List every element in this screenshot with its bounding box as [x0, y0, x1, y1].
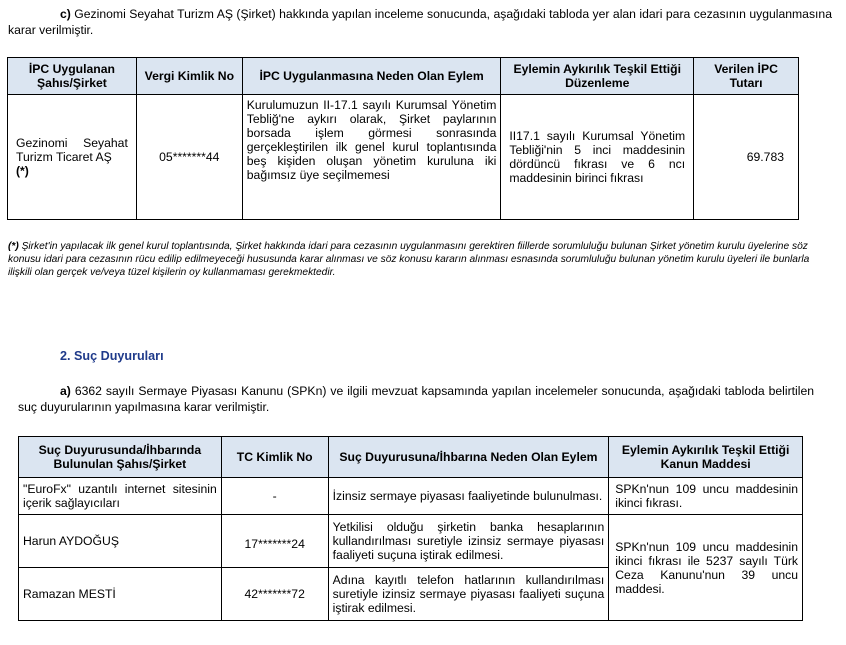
penalty-regulation: II17.1 sayılı Kurumsal Yönetim Tebliği'nin 5 inci maddesinin dördüncü fıkrası ve 6 ncı maddesinin birinci fıkrası	[501, 95, 694, 220]
penalty-table	[7, 57, 799, 220]
complaint-id: -	[221, 478, 328, 515]
section1-intro-label: c)	[60, 7, 71, 21]
complaint-id: 42*******72	[221, 568, 328, 621]
section1-intro	[8, 6, 832, 38]
section1-intro-text: Gezinomi Seyahat Turizm AŞ (Şirket) hakkında yapılan inceleme sonucunda, aşağıdaki tabloda yer alan idari para cezasının uygulanmasına karar verilmiştir.	[8, 7, 832, 37]
penalty-entity-cell	[8, 95, 137, 220]
complaint-action: Yetkilisi olduğu şirketin banka hesaplarının kullandırılması suretiyle izinsiz sermaye piyasası faaliyeti suçuna iştirak edilmesi.	[328, 515, 609, 568]
section2-intro	[18, 383, 814, 415]
complaint-header-entity: Suç Duyurusunda/İhbarında Bulunulan Şahıs/Şirket	[19, 437, 222, 478]
complaint-header-action: Suç Duyurusuna/İhbarına Neden Olan Eylem	[328, 437, 609, 478]
penalty-amount: 69.783	[694, 95, 799, 220]
penalty-header-amount: Verilen İPC Tutarı	[694, 58, 799, 95]
complaint-id: 17*******24	[221, 515, 328, 568]
complaint-table-header-row	[19, 437, 803, 478]
complaint-entity: Harun AYDOĞUŞ	[19, 515, 222, 568]
penalty-action: Kurulumuzun II-17.1 sayılı Kurumsal Yönetim Tebliğ'ne aykırı olarak, Şirket paylarının borsada işlem görmesi sonrasında gerçekleştirilen ilk genel kurul toplantısında beş kişiden oluşan yönetim kuruluna iki bağımsız üye seçilmemesi	[242, 95, 501, 220]
table-row	[8, 95, 799, 220]
table-row	[19, 478, 803, 515]
penalty-tax-id: 05*******44	[136, 95, 242, 220]
complaint-law: SPKn'nun 109 uncu maddesinin ikinci fıkrası ile 5237 sayılı Türk Ceza Kanunu'nun 39 uncu maddesi.	[609, 515, 803, 621]
complaint-header-law: Eylemin Aykırılık Teşkil Ettiği Kanun Maddesi	[609, 437, 803, 478]
footnote-text: Şirket'in yapılacak ilk genel kurul toplantısında, Şirket hakkında idari para cezasının uygulanmasını gerektiren fiillerde sorumluluğu bulunan Şirket yönetim kurulu üyelerine söz konusu idari para cezasının rücu edilip edilmeyeceği hususunda karar alınması ve söz konusu kararın alınması esnasında sorumluluğu bulunan yönetim kurulu üyeleri ile bunlarla ilişkili olan gerçek ve/veya tüzel kişilerin oy kullanmaması gerekmektedir.	[8, 241, 810, 278]
section2-heading: 2. Suç Duyuruları	[60, 349, 164, 363]
section2-intro-text: 6362 sayılı Sermaye Piyasası Kanunu (SPKn) ve ilgili mevzuat kapsamında yapılan incelemeler sonucunda, aşağıdaki tabloda belirtilen suç duyurularının yapılmasına karar verilmiştir.	[18, 384, 814, 414]
penalty-header-tax-id: Vergi Kimlik No	[136, 58, 242, 95]
section2-intro-label: a)	[60, 384, 71, 398]
penalty-header-regulation: Eylemin Aykırılık Teşkil Ettiği Düzenleme	[501, 58, 694, 95]
footnote-mark: (*)	[8, 241, 19, 252]
penalty-table-header-row	[8, 58, 799, 95]
penalty-entity: Gezinomi Seyahat Turizm Ticaret AŞ	[16, 136, 128, 164]
complaint-entity: "EuroFx" uzantılı internet sitesinin içerik sağlayıcıları	[19, 478, 222, 515]
penalty-header-action: İPC Uygulanmasına Neden Olan Eylem	[242, 58, 501, 95]
complaint-action: Adına kayıtlı telefon hatlarının kullandırılması suretiyle izinsiz sermaye piyasası faaliyeti suçuna iştirak edilmesi.	[328, 568, 609, 621]
penalty-entity-mark: (*)	[16, 164, 29, 178]
complaint-entity: Ramazan MESTİ	[19, 568, 222, 621]
penalty-header-entity: İPC Uygulanan Şahıs/Şirket	[8, 58, 137, 95]
complaint-law: SPKn'nun 109 uncu maddesinin ikinci fıkrası.	[609, 478, 803, 515]
complaint-header-id: TC Kimlik No	[221, 437, 328, 478]
criminal-complaint-table	[18, 436, 803, 621]
table-row	[19, 515, 803, 568]
footnote	[8, 241, 828, 279]
complaint-action: İzinsiz sermaye piyasası faaliyetinde bulunulması.	[328, 478, 609, 515]
